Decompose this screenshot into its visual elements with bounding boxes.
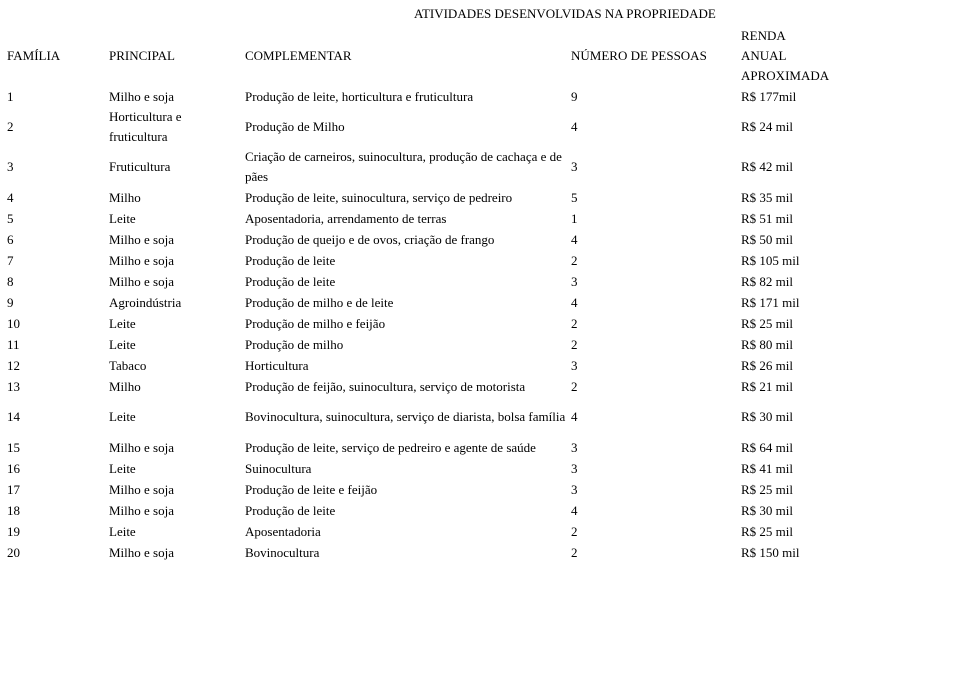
numero-de-pessoas-cell: 3: [571, 273, 578, 289]
complementar-cell: Produção de Milho: [245, 119, 345, 134]
renda-cell: R$ 21 mil: [741, 378, 794, 394]
numero-de-pessoas-cell: 2: [571, 252, 578, 268]
principal-cell: Milho e soja: [109, 252, 174, 268]
table-body: [2, 86, 832, 563]
principal-cell: Fruticultura: [109, 159, 171, 174]
familia-cell: 7: [7, 252, 14, 268]
numero-de-pessoas-cell: 1: [571, 210, 578, 226]
header-principal: PRINCIPAL: [109, 48, 175, 63]
familia-cell: 5: [7, 210, 14, 226]
renda-cell: R$ 35 mil: [741, 189, 794, 205]
renda-cell: R$ 64 mil: [741, 439, 794, 455]
renda-cell: R$ 41 mil: [741, 460, 794, 476]
renda-cell: R$ 82 mil: [741, 273, 794, 289]
complementar-cell: Produção de leite e feijão: [245, 481, 378, 497]
header-familia: FAMÍLIA: [7, 48, 61, 63]
properties-table: [2, 26, 832, 563]
numero-de-pessoas-cell: 3: [571, 357, 578, 373]
complementar-cell: Aposentadoria, arrendamento de terras: [245, 210, 447, 226]
complementar-cell: Produção de milho e feijão: [245, 315, 386, 331]
principal-cell: Tabaco: [109, 357, 147, 373]
principal-cell: Milho e soja: [109, 273, 174, 289]
familia-cell: 2: [7, 119, 14, 134]
table-row: [2, 355, 832, 376]
complementar-cell: Produção de queijo e de ovos, criação de frango: [245, 231, 495, 247]
familia-cell: 18: [7, 502, 20, 518]
renda-cell: R$ 30 mil: [741, 409, 794, 424]
familia-cell: 4: [7, 189, 14, 205]
table-row: [2, 479, 832, 500]
principal-cell: Horticultura e fruticultura: [109, 109, 182, 144]
principal-cell: Milho e soja: [109, 502, 174, 518]
familia-cell: 10: [7, 315, 20, 331]
principal-cell: Leite: [109, 523, 136, 539]
numero-de-pessoas-cell: 2: [571, 315, 578, 331]
numero-de-pessoas-cell: 4: [571, 119, 578, 134]
renda-cell: R$ 50 mil: [741, 231, 794, 247]
table-row: [2, 229, 832, 250]
header-row: [2, 26, 832, 86]
renda-cell: R$ 51 mil: [741, 210, 794, 226]
principal-cell: Milho: [109, 189, 141, 205]
complementar-cell: Suinocultura: [245, 460, 312, 476]
renda-cell: R$ 25 mil: [741, 315, 794, 331]
renda-cell: R$ 80 mil: [741, 336, 794, 352]
table-row: [2, 208, 832, 229]
table-row: [2, 458, 832, 479]
complementar-cell: Produção de feijão, suinocultura, serviço de motorista: [245, 378, 526, 394]
principal-cell: Milho: [109, 378, 141, 394]
complementar-cell: Bovinocultura, suinocultura, serviço de diarista, bolsa família: [245, 409, 566, 424]
numero-de-pessoas-cell: 4: [571, 231, 578, 247]
principal-cell: Leite: [109, 315, 136, 331]
principal-cell: Milho e soja: [109, 231, 174, 247]
table-row: [2, 521, 832, 542]
header-renda-line2: APROXIMADA: [741, 68, 830, 83]
table-row: [2, 107, 832, 147]
principal-cell: Milho e soja: [109, 481, 174, 497]
numero-de-pessoas-cell: 3: [571, 481, 578, 497]
familia-cell: 13: [7, 378, 20, 394]
complementar-cell: Aposentadoria: [245, 523, 321, 539]
principal-cell: Leite: [109, 409, 136, 424]
renda-cell: R$ 25 mil: [741, 481, 794, 497]
complementar-cell: Criação de carneiros, suinocultura, produção de cachaça e de pães: [245, 149, 562, 184]
renda-cell: R$ 42 mil: [741, 159, 794, 174]
table-row: [2, 292, 832, 313]
numero-de-pessoas-cell: 3: [571, 439, 578, 455]
familia-cell: 17: [7, 481, 20, 497]
complementar-cell: Produção de leite, serviço de pedreiro e agente de saúde: [245, 439, 536, 455]
table-row: [2, 271, 832, 292]
header-renda-line1: RENDA ANUAL: [741, 28, 787, 63]
familia-cell: 14: [7, 409, 20, 424]
table-row: [2, 542, 832, 563]
familia-cell: 9: [7, 294, 14, 310]
renda-cell: R$ 105 mil: [741, 252, 800, 268]
principal-cell: Milho e soja: [109, 439, 174, 455]
complementar-cell: Produção de leite, horticultura e fruticultura: [245, 88, 474, 104]
numero-de-pessoas-cell: 2: [571, 523, 578, 539]
principal-cell: Leite: [109, 460, 136, 476]
familia-cell: 12: [7, 357, 20, 373]
renda-cell: R$ 150 mil: [741, 544, 800, 560]
principal-cell: Milho e soja: [109, 88, 174, 104]
numero-de-pessoas-cell: 2: [571, 378, 578, 394]
numero-de-pessoas-cell: 9: [571, 88, 578, 104]
principal-cell: Agroindústria: [109, 294, 182, 310]
table-row: [2, 437, 832, 458]
renda-cell: R$ 30 mil: [741, 502, 794, 518]
numero-de-pessoas-cell: 4: [571, 294, 578, 310]
complementar-cell: Horticultura: [245, 357, 309, 373]
principal-cell: Leite: [109, 336, 136, 352]
header-renda: [736, 26, 832, 86]
complementar-cell: Produção de leite: [245, 273, 336, 289]
group-title: ATIVIDADES DESENVOLVIDAS NA PROPRIEDADE: [414, 6, 716, 21]
complementar-cell: Produção de leite: [245, 252, 336, 268]
table-row: [2, 376, 832, 397]
table-row: [2, 147, 832, 187]
table-row: [2, 334, 832, 355]
numero-de-pessoas-cell: 2: [571, 544, 578, 560]
familia-cell: 3: [7, 159, 14, 174]
renda-cell: R$ 24 mil: [741, 119, 794, 134]
numero-de-pessoas-cell: 4: [571, 502, 578, 518]
complementar-cell: Bovinocultura: [245, 544, 320, 560]
familia-cell: 1: [7, 88, 14, 104]
familia-cell: 6: [7, 231, 14, 247]
familia-cell: 19: [7, 523, 20, 539]
table-row: [2, 313, 832, 334]
numero-de-pessoas-cell: 3: [571, 460, 578, 476]
numero-de-pessoas-cell: 3: [571, 159, 578, 174]
table-row: [2, 397, 832, 437]
numero-de-pessoas-cell: 5: [571, 189, 578, 205]
table-row: [2, 250, 832, 271]
header-complementar: COMPLEMENTAR: [245, 48, 352, 63]
complementar-cell: Produção de milho e de leite: [245, 294, 394, 310]
complementar-cell: Produção de leite, suinocultura, serviço de pedreiro: [245, 189, 513, 205]
familia-cell: 15: [7, 439, 20, 455]
familia-cell: 11: [7, 336, 20, 352]
table-row: [2, 500, 832, 521]
table-row: [2, 86, 832, 107]
familia-cell: 8: [7, 273, 14, 289]
principal-cell: Milho e soja: [109, 544, 174, 560]
complementar-cell: Produção de milho: [245, 336, 344, 352]
numero-de-pessoas-cell: 4: [571, 409, 578, 424]
complementar-cell: Produção de leite: [245, 502, 336, 518]
table-row: [2, 187, 832, 208]
renda-cell: R$ 177mil: [741, 88, 797, 104]
renda-cell: R$ 25 mil: [741, 523, 794, 539]
principal-cell: Leite: [109, 210, 136, 226]
header-numero-de-pessoas: NÚMERO DE PESSOAS: [571, 48, 707, 63]
familia-cell: 16: [7, 460, 20, 476]
renda-cell: R$ 26 mil: [741, 357, 794, 373]
numero-de-pessoas-cell: 2: [571, 336, 578, 352]
familia-cell: 20: [7, 544, 20, 560]
renda-cell: R$ 171 mil: [741, 294, 800, 310]
